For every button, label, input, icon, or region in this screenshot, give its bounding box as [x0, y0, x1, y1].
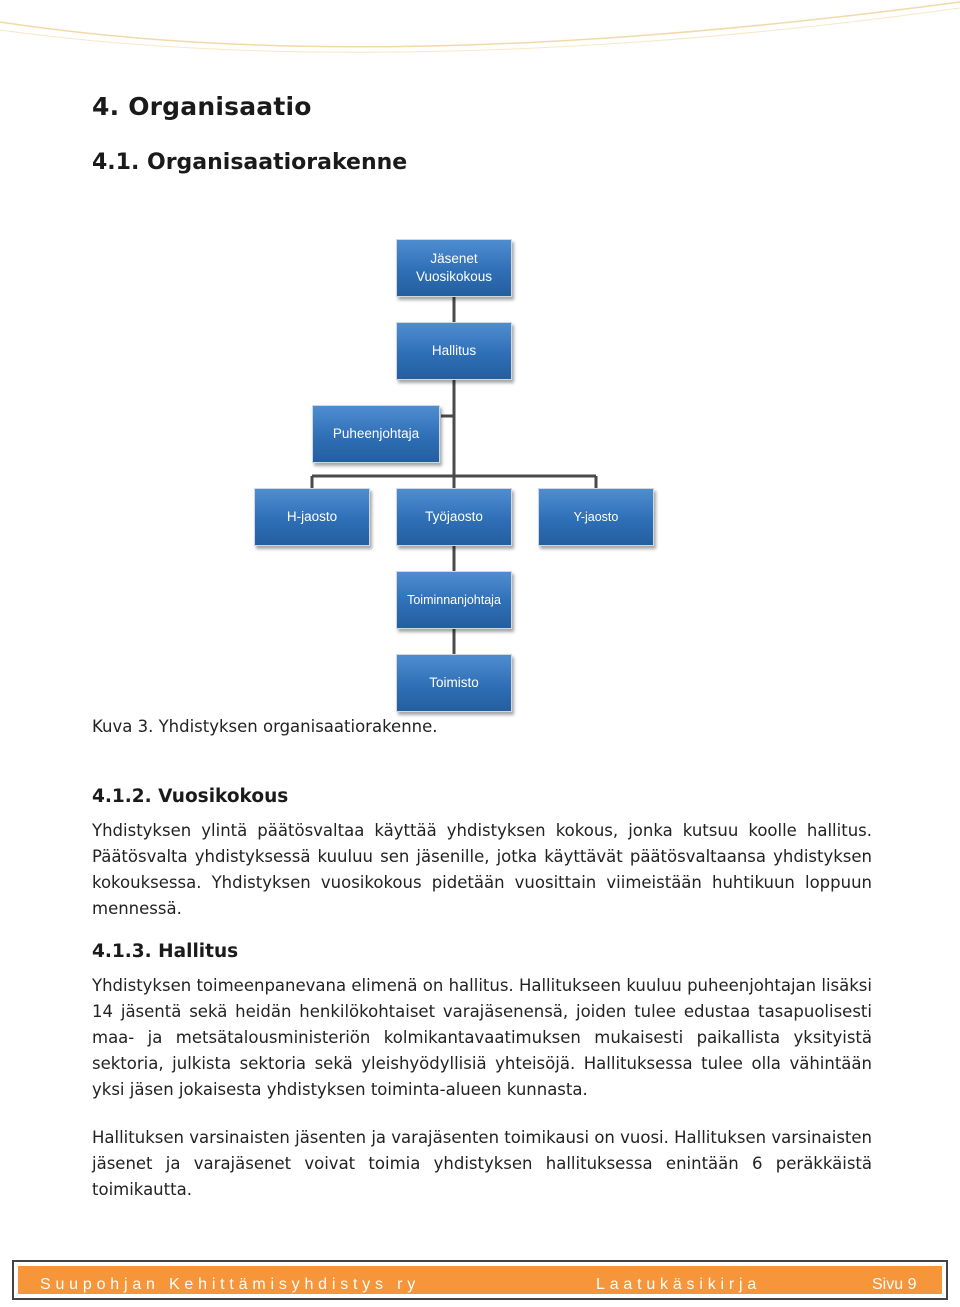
org-node-members: [396, 239, 512, 297]
page-title: 4. Organisaatio: [92, 92, 312, 121]
org-node-office: Toimisto: [396, 654, 512, 712]
figure-caption: Kuva 3. Yhdistyksen organisaatiorakenne.: [92, 717, 438, 736]
org-node-h-section: H-jaosto: [254, 488, 370, 546]
paragraph-board-1: Yhdistyksen toimeenpanevana elimenä on hallitus. Hallitukseen kuuluu puheenjohtajan lisäksi 14 jäsentä sekä heidän henkilökohtaiset varajäsenensä, joiden tulee edustaa tasapuolisesti maa- ja metsätalousministeriön kolmikantavaatimuksen mukaisesti paikallista yksityistä sektoria, julkista sektoria sekä yleishyödyllisiä yhteisöjä. Hallituksessa tulee olla vähintään yksi jäsen jokaisesta yhdistyksen toiminta-alueen kunnasta.: [92, 976, 872, 1099]
section-title-board: 4.1.3. Hallitus: [92, 941, 239, 962]
org-node-board: Hallitus: [396, 322, 512, 380]
page-footer: [12, 1260, 948, 1300]
footer-bar: [18, 1266, 942, 1294]
org-node-chair: Puheenjohtaja: [312, 405, 440, 463]
org-node-members-line1: Jäsenet: [430, 251, 478, 266]
org-node-director: Toiminnanjohtaja: [396, 571, 512, 629]
footer-document-name: Laatukäsikirja: [596, 1276, 762, 1293]
org-node-work-section: Työjaosto: [396, 488, 512, 546]
section-title-org-structure: 4.1. Organisaatiorakenne: [92, 150, 408, 175]
footer-page-number: Sivu 9: [872, 1276, 917, 1293]
paragraph-board-2: Hallituksen varsinaisten jäsenten ja varajäsenten toimikausi on vuosi. Hallituksen varsinaisten jäsenet ja varajäsenet voivat toimia yhdistyksen hallituksessa enintään 6 peräkkäistä toimikautta.: [92, 1128, 872, 1199]
org-node-members-line2: Vuosikokous: [415, 269, 493, 284]
org-node-y-section: Y-jaosto: [538, 488, 654, 546]
paragraph-annual-meeting: Yhdistyksen ylintä päätösvaltaa käyttää yhdistyksen kokous, jonka kutsuu koolle hallitus. Päätösvalta yhdistyksessä kuuluu sen jäsenille, jotka käyttävät päätösvaltaansa yhdistyksen kokouksessa. Yhdistyksen vuosikokous pidetään vuosittain viimeistään huhtikuun loppuun mennessä.: [92, 821, 872, 918]
footer-organization: Suupohjan Kehittämisyhdistys ry: [40, 1276, 421, 1293]
section-title-annual-meeting: 4.1.2. Vuosikokous: [92, 786, 289, 807]
